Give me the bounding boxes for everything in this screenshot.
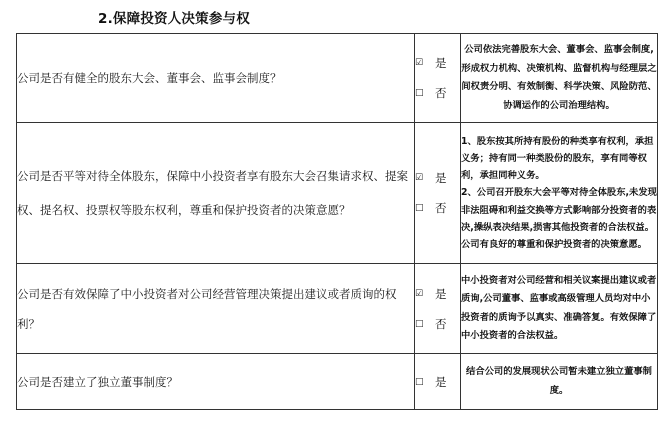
question-cell: 公司是否平等对待全体股东，保障中小投资者享有股东大会召集请求权、提案权、提名权、投票权等股东权利，尊重和保护投资者的决策意愿？ (17, 123, 415, 264)
checked-box-icon[interactable]: ☑ (415, 58, 424, 68)
table-row (17, 123, 658, 264)
question-cell: 公司是否有效保障了中小投资者对公司经营管理决策提出建议或者质询的权利？ (17, 264, 415, 354)
no-label: 否 (435, 86, 447, 100)
note-text-2: 2、公司召开股东大会平等对待全体股东,未发现非法阻碍和利益交换等方式影响部分投资者的表决,操纵表决结果,损害其他投资者的合法权益。公司有良好的尊重和保护投资者的决策意愿。 (461, 187, 657, 250)
yes-label: 是 (435, 286, 447, 301)
yes-label: 是 (435, 171, 447, 185)
note-text: 中小投资者对公司经营和相关议案提出建议或者质询,公司董事、监事或高级管理人员均对中小投资者的质询予以真实、准确答复。有效保障了中小投资者的合法权益。 (461, 274, 657, 341)
note-cell (461, 354, 658, 410)
table-row (17, 354, 658, 410)
note-text: 结合公司的发展现状公司暂未建立独立董事制度。 (466, 366, 652, 396)
checked-box-icon[interactable]: ☑ (415, 288, 424, 299)
yes-option[interactable] (415, 163, 460, 193)
note-cell (461, 34, 658, 123)
table-row (17, 34, 658, 123)
table-row (17, 264, 658, 354)
no-option[interactable] (415, 193, 460, 223)
options-cell (415, 264, 461, 354)
section-title: 2.保障投资人决策参与权 (98, 11, 250, 27)
empty-box-icon[interactable]: □ (415, 203, 424, 213)
checked-box-icon[interactable]: ☑ (415, 173, 424, 183)
empty-box-icon[interactable]: □ (415, 88, 424, 98)
question-cell: 公司是否建立了独立董事制度？ (17, 354, 415, 410)
note-cell (461, 123, 658, 264)
options-cell (415, 354, 461, 410)
yes-option[interactable] (415, 48, 460, 78)
question-cell: 公司是否有健全的股东大会、董事会、监事会制度？ (17, 34, 415, 123)
empty-box-icon[interactable]: □ (415, 318, 424, 329)
note-cell (461, 264, 658, 354)
decision-rights-table (16, 33, 658, 410)
note-text: 公司依法完善股东大会、董事会、监事会制度,形成权力机构、决策机构、监督机构与经理层之间权责分明、有效制衡、科学决策、风险防范、协调运作的公司治理结构。 (461, 44, 657, 111)
no-label: 否 (435, 316, 447, 331)
options-cell (415, 34, 461, 123)
yes-option[interactable] (415, 367, 460, 397)
options-cell (415, 123, 461, 264)
note-text-1: 1、股东按其所持有股份的种类享有权利，承担义务；持有同一种类股份的股东，享有同等权利，承担同种义务。 (461, 135, 654, 182)
yes-option[interactable] (415, 279, 460, 309)
no-label: 否 (435, 201, 447, 215)
empty-box-icon[interactable]: □ (415, 376, 424, 387)
yes-label: 是 (435, 56, 447, 70)
no-option[interactable] (415, 78, 460, 108)
yes-label: 是 (435, 374, 447, 389)
no-option[interactable] (415, 309, 460, 339)
